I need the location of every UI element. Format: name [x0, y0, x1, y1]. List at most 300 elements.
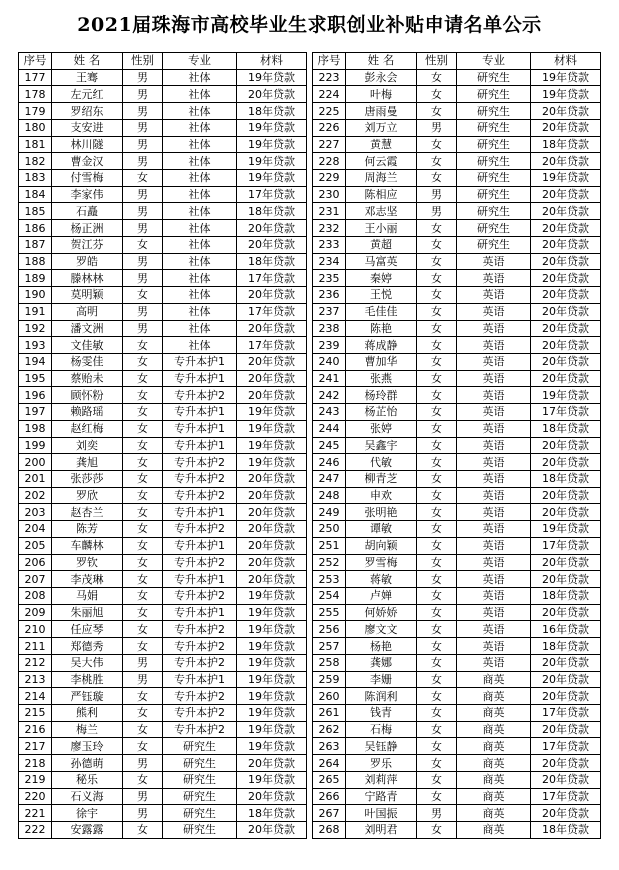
cell-gender: 女	[123, 705, 163, 722]
cell-major: 专升本护1	[163, 671, 237, 688]
table-row	[19, 153, 307, 170]
cell-seq: 224	[313, 86, 346, 103]
cell-major: 专升本护2	[163, 521, 237, 538]
cell-name: 严钰璇	[52, 688, 123, 705]
table-row	[19, 404, 307, 421]
cell-seq: 192	[19, 320, 52, 337]
table-row	[313, 721, 601, 738]
cell-gender: 女	[417, 537, 457, 554]
table-row	[19, 186, 307, 203]
cell-seq: 234	[313, 253, 346, 270]
cell-name: 蔡贻未	[52, 370, 123, 387]
cell-seq: 210	[19, 621, 52, 638]
cell-seq: 245	[313, 437, 346, 454]
table-row	[19, 420, 307, 437]
cell-major: 商英	[457, 721, 531, 738]
cell-gender: 女	[123, 588, 163, 605]
cell-name: 杨雯佳	[52, 353, 123, 370]
cell-major: 社体	[163, 153, 237, 170]
cell-seq: 215	[19, 705, 52, 722]
cell-name: 朱丽旭	[52, 604, 123, 621]
table-row	[19, 86, 307, 103]
cell-major: 英语	[457, 554, 531, 571]
cell-major: 英语	[457, 571, 531, 588]
cell-major: 英语	[457, 437, 531, 454]
cell-seq: 260	[313, 688, 346, 705]
cell-material: 20年贷款	[531, 654, 601, 671]
cell-major: 研究生	[163, 738, 237, 755]
cell-major: 专升本护2	[163, 654, 237, 671]
cell-name: 林川隧	[52, 136, 123, 153]
cell-major: 英语	[457, 621, 531, 638]
cell-gender: 男	[123, 788, 163, 805]
cell-gender: 女	[417, 822, 457, 839]
cell-major: 商英	[457, 688, 531, 705]
cell-major: 英语	[457, 253, 531, 270]
cell-material: 19年贷款	[237, 621, 307, 638]
cell-seq: 185	[19, 203, 52, 220]
cell-major: 专升本护2	[163, 588, 237, 605]
cell-major: 社体	[163, 337, 237, 354]
cell-major: 专升本护1	[163, 437, 237, 454]
cell-major: 研究生	[457, 203, 531, 220]
cell-major: 英语	[457, 370, 531, 387]
cell-seq: 235	[313, 270, 346, 287]
table-row	[19, 671, 307, 688]
cell-major: 专升本护2	[163, 688, 237, 705]
cell-gender: 女	[123, 287, 163, 304]
cell-name: 马富英	[346, 253, 417, 270]
cell-gender: 男	[123, 220, 163, 237]
cell-name: 罗钦	[52, 554, 123, 571]
table-row	[313, 805, 601, 822]
cell-name: 罗雪梅	[346, 554, 417, 571]
cell-material: 19年贷款	[237, 721, 307, 738]
cell-gender: 男	[123, 654, 163, 671]
cell-gender: 男	[123, 203, 163, 220]
cell-seq: 200	[19, 454, 52, 471]
cell-major: 研究生	[163, 771, 237, 788]
table-row	[19, 688, 307, 705]
cell-gender: 女	[417, 437, 457, 454]
table-row	[313, 119, 601, 136]
table-row	[19, 705, 307, 722]
cell-name: 王骞	[52, 69, 123, 86]
table-row	[19, 521, 307, 538]
table-row	[19, 337, 307, 354]
cell-major: 英语	[457, 487, 531, 504]
cell-seq: 265	[313, 771, 346, 788]
cell-gender: 男	[123, 153, 163, 170]
table-row	[313, 236, 601, 253]
cell-material: 20年贷款	[237, 387, 307, 404]
cell-major: 专升本护1	[163, 571, 237, 588]
cell-material: 20年贷款	[531, 671, 601, 688]
cell-gender: 女	[417, 521, 457, 538]
cell-name: 刘明君	[346, 822, 417, 839]
cell-name: 杨芷怡	[346, 404, 417, 421]
cell-material: 20年贷款	[531, 755, 601, 772]
cell-material: 20年贷款	[531, 303, 601, 320]
cell-seq: 218	[19, 755, 52, 772]
cell-gender: 男	[123, 805, 163, 822]
cell-major: 研究生	[457, 236, 531, 253]
cell-name: 卢婵	[346, 588, 417, 605]
page-title: 2021届珠海市高校毕业生求职创业补贴申请名单公示	[77, 14, 542, 36]
cell-gender: 女	[123, 454, 163, 471]
cell-major: 商英	[457, 671, 531, 688]
cell-gender: 女	[417, 705, 457, 722]
cell-gender: 女	[123, 437, 163, 454]
cell-name: 罗欣	[52, 487, 123, 504]
cell-seq: 227	[313, 136, 346, 153]
cell-major: 社体	[163, 119, 237, 136]
table-row	[19, 654, 307, 671]
table-row	[19, 638, 307, 655]
cell-material: 20年贷款	[531, 253, 601, 270]
cell-material: 17年贷款	[237, 186, 307, 203]
cell-major: 商英	[457, 805, 531, 822]
table-row	[19, 253, 307, 270]
cell-name: 申欢	[346, 487, 417, 504]
cell-material: 19年贷款	[237, 119, 307, 136]
cell-material: 20年贷款	[237, 571, 307, 588]
cell-gender: 男	[123, 253, 163, 270]
cell-seq: 201	[19, 470, 52, 487]
table-row	[19, 353, 307, 370]
table-row	[19, 170, 307, 187]
cell-material: 19年贷款	[237, 738, 307, 755]
cell-material: 20年贷款	[237, 470, 307, 487]
table-row	[313, 404, 601, 421]
cell-major: 专升本护2	[163, 554, 237, 571]
cell-name: 吴大伟	[52, 654, 123, 671]
cell-gender: 女	[417, 688, 457, 705]
table-row	[313, 470, 601, 487]
cell-gender: 女	[417, 170, 457, 187]
cell-major: 英语	[457, 654, 531, 671]
cell-material: 20年贷款	[531, 220, 601, 237]
cell-name: 何云霞	[346, 153, 417, 170]
cell-material: 19年贷款	[531, 170, 601, 187]
table-row	[19, 69, 307, 86]
cell-material: 20年贷款	[237, 554, 307, 571]
table-row	[19, 220, 307, 237]
cell-gender: 女	[417, 136, 457, 153]
cell-gender: 女	[417, 571, 457, 588]
cell-name: 任应琴	[52, 621, 123, 638]
cell-major: 英语	[457, 638, 531, 655]
table-row	[19, 236, 307, 253]
cell-seq: 188	[19, 253, 52, 270]
cell-material: 20年贷款	[531, 688, 601, 705]
cell-name: 吴鑫宇	[346, 437, 417, 454]
table-row	[19, 571, 307, 588]
cell-material: 19年贷款	[531, 387, 601, 404]
cell-material: 17年贷款	[531, 537, 601, 554]
cell-major: 英语	[457, 270, 531, 287]
cell-major: 英语	[457, 287, 531, 304]
table-row	[313, 554, 601, 571]
table-row	[313, 454, 601, 471]
cell-name: 刘万立	[346, 119, 417, 136]
cell-major: 研究生	[457, 220, 531, 237]
cell-major: 研究生	[163, 755, 237, 772]
cell-gender: 女	[417, 621, 457, 638]
cell-name: 陈相应	[346, 186, 417, 203]
cell-gender: 女	[417, 638, 457, 655]
table-row	[313, 136, 601, 153]
cell-name: 王小丽	[346, 220, 417, 237]
cell-material: 20年贷款	[531, 487, 601, 504]
cell-name: 赵杏兰	[52, 504, 123, 521]
cell-material: 19年贷款	[237, 671, 307, 688]
cell-name: 龚旭	[52, 454, 123, 471]
cell-gender: 女	[417, 420, 457, 437]
cell-major: 英语	[457, 420, 531, 437]
cell-name: 刘莉萍	[346, 771, 417, 788]
cell-name: 吴钰静	[346, 738, 417, 755]
table-row	[313, 303, 601, 320]
table-row	[19, 504, 307, 521]
cell-material: 20年贷款	[531, 504, 601, 521]
cell-major: 研究生	[457, 119, 531, 136]
cell-name: 石矗	[52, 203, 123, 220]
cell-gender: 女	[417, 320, 457, 337]
cell-gender: 男	[123, 755, 163, 772]
table-row	[19, 805, 307, 822]
table-row	[19, 454, 307, 471]
cell-major: 研究生	[163, 805, 237, 822]
cell-material: 17年贷款	[237, 303, 307, 320]
cell-gender: 女	[417, 270, 457, 287]
cell-gender: 女	[417, 470, 457, 487]
cell-material: 19年贷款	[237, 771, 307, 788]
table-row	[313, 671, 601, 688]
table-row	[313, 420, 601, 437]
cell-name: 廖玉玲	[52, 738, 123, 755]
cell-seq: 202	[19, 487, 52, 504]
cell-name: 邓志坚	[346, 203, 417, 220]
cell-material: 20年贷款	[531, 437, 601, 454]
cell-major: 专升本护1	[163, 537, 237, 554]
cell-name: 罗皓	[52, 253, 123, 270]
cell-seq: 187	[19, 236, 52, 253]
cell-name: 车麟林	[52, 537, 123, 554]
cell-material: 19年贷款	[237, 604, 307, 621]
cell-gender: 女	[417, 287, 457, 304]
cell-seq: 184	[19, 186, 52, 203]
cell-material: 20年贷款	[531, 287, 601, 304]
cell-major: 英语	[457, 604, 531, 621]
cell-name: 钱青	[346, 705, 417, 722]
cell-gender: 女	[417, 755, 457, 772]
cell-gender: 男	[123, 136, 163, 153]
cell-major: 英语	[457, 504, 531, 521]
table-row	[19, 103, 307, 120]
cell-major: 专升本护1	[163, 604, 237, 621]
table-header-row	[19, 53, 307, 70]
cell-seq: 266	[313, 788, 346, 805]
cell-seq: 247	[313, 470, 346, 487]
cell-seq: 220	[19, 788, 52, 805]
cell-gender: 女	[417, 69, 457, 86]
cell-material: 20年贷款	[531, 236, 601, 253]
cell-major: 社体	[163, 170, 237, 187]
cell-seq: 199	[19, 437, 52, 454]
cell-major: 研究生	[457, 136, 531, 153]
cell-material: 18年贷款	[531, 638, 601, 655]
cell-seq: 250	[313, 521, 346, 538]
cell-material: 18年贷款	[531, 136, 601, 153]
cell-name: 刘奕	[52, 437, 123, 454]
table-row	[313, 69, 601, 86]
cell-name: 周海兰	[346, 170, 417, 187]
cell-material: 19年贷款	[237, 588, 307, 605]
table-row	[19, 604, 307, 621]
cell-material: 20年贷款	[531, 370, 601, 387]
cell-material: 19年贷款	[237, 638, 307, 655]
cell-seq: 261	[313, 705, 346, 722]
cell-seq: 196	[19, 387, 52, 404]
table-row	[19, 119, 307, 136]
cell-name: 石义海	[52, 788, 123, 805]
table-row	[313, 437, 601, 454]
cell-seq: 228	[313, 153, 346, 170]
cell-material: 20年贷款	[237, 86, 307, 103]
table-row	[313, 822, 601, 839]
cell-material: 18年贷款	[531, 420, 601, 437]
cell-material: 20年贷款	[531, 203, 601, 220]
cell-seq: 221	[19, 805, 52, 822]
roster-table-right	[312, 52, 601, 839]
cell-gender: 女	[123, 571, 163, 588]
table-row	[313, 370, 601, 387]
column-header-seq: 序号	[313, 53, 346, 70]
cell-name: 徐宇	[52, 805, 123, 822]
cell-seq: 243	[313, 404, 346, 421]
cell-seq: 194	[19, 353, 52, 370]
cell-major: 研究生	[457, 86, 531, 103]
cell-seq: 262	[313, 721, 346, 738]
table-row	[19, 755, 307, 772]
cell-seq: 251	[313, 537, 346, 554]
cell-name: 潘文洲	[52, 320, 123, 337]
cell-name: 付雪梅	[52, 170, 123, 187]
cell-seq: 255	[313, 604, 346, 621]
cell-seq: 181	[19, 136, 52, 153]
cell-major: 研究生	[163, 788, 237, 805]
cell-material: 20年贷款	[531, 721, 601, 738]
cell-name: 廖文文	[346, 621, 417, 638]
cell-gender: 女	[417, 487, 457, 504]
cell-major: 社体	[163, 69, 237, 86]
cell-material: 18年贷款	[237, 203, 307, 220]
cell-gender: 女	[417, 771, 457, 788]
cell-material: 18年贷款	[531, 822, 601, 839]
cell-material: 20年贷款	[531, 320, 601, 337]
cell-material: 20年贷款	[237, 287, 307, 304]
cell-gender: 女	[417, 86, 457, 103]
cell-major: 专升本护2	[163, 487, 237, 504]
cell-material: 20年贷款	[531, 454, 601, 471]
cell-name: 杨艳	[346, 638, 417, 655]
cell-gender: 女	[123, 420, 163, 437]
cell-seq: 254	[313, 588, 346, 605]
cell-gender: 女	[417, 404, 457, 421]
table-row	[19, 822, 307, 839]
cell-major: 社体	[163, 303, 237, 320]
cell-seq: 249	[313, 504, 346, 521]
cell-seq: 216	[19, 721, 52, 738]
cell-gender: 女	[417, 738, 457, 755]
cell-name: 曹金汉	[52, 153, 123, 170]
table-row	[313, 588, 601, 605]
cell-name: 高明	[52, 303, 123, 320]
cell-seq: 209	[19, 604, 52, 621]
table-row	[313, 571, 601, 588]
cell-gender: 女	[123, 404, 163, 421]
cell-major: 专升本护2	[163, 638, 237, 655]
cell-name: 贺江芬	[52, 236, 123, 253]
cell-seq: 193	[19, 337, 52, 354]
cell-name: 李姗	[346, 671, 417, 688]
cell-seq: 212	[19, 654, 52, 671]
roster-table-left	[18, 52, 307, 839]
cell-name: 叶国振	[346, 805, 417, 822]
table-row	[19, 437, 307, 454]
cell-major: 研究生	[163, 822, 237, 839]
table-row	[19, 554, 307, 571]
column-header-material: 材料	[531, 53, 601, 70]
cell-gender: 女	[123, 504, 163, 521]
table-row	[313, 353, 601, 370]
cell-gender: 女	[123, 353, 163, 370]
cell-material: 19年贷款	[237, 688, 307, 705]
cell-gender: 女	[417, 303, 457, 320]
table-row	[313, 103, 601, 120]
table-row	[19, 537, 307, 554]
cell-seq: 214	[19, 688, 52, 705]
cell-major: 社体	[163, 103, 237, 120]
cell-gender: 女	[417, 103, 457, 120]
cell-seq: 237	[313, 303, 346, 320]
cell-material: 17年贷款	[531, 738, 601, 755]
cell-major: 商英	[457, 822, 531, 839]
cell-material: 20年贷款	[531, 805, 601, 822]
cell-major: 专升本护1	[163, 370, 237, 387]
cell-name: 黄慧	[346, 136, 417, 153]
table-row	[313, 186, 601, 203]
cell-name: 梅兰	[52, 721, 123, 738]
cell-seq: 259	[313, 671, 346, 688]
cell-gender: 男	[417, 119, 457, 136]
table-row	[19, 203, 307, 220]
cell-name: 杨正洲	[52, 220, 123, 237]
cell-major: 专升本护2	[163, 705, 237, 722]
cell-name: 滕林林	[52, 270, 123, 287]
cell-gender: 女	[123, 470, 163, 487]
column-header-name: 姓 名	[52, 53, 123, 70]
cell-seq: 186	[19, 220, 52, 237]
cell-seq: 248	[313, 487, 346, 504]
table-row	[313, 705, 601, 722]
cell-name: 胡向颖	[346, 537, 417, 554]
cell-gender: 女	[417, 788, 457, 805]
cell-name: 毛佳佳	[346, 303, 417, 320]
cell-gender: 女	[417, 504, 457, 521]
cell-major: 英语	[457, 303, 531, 320]
